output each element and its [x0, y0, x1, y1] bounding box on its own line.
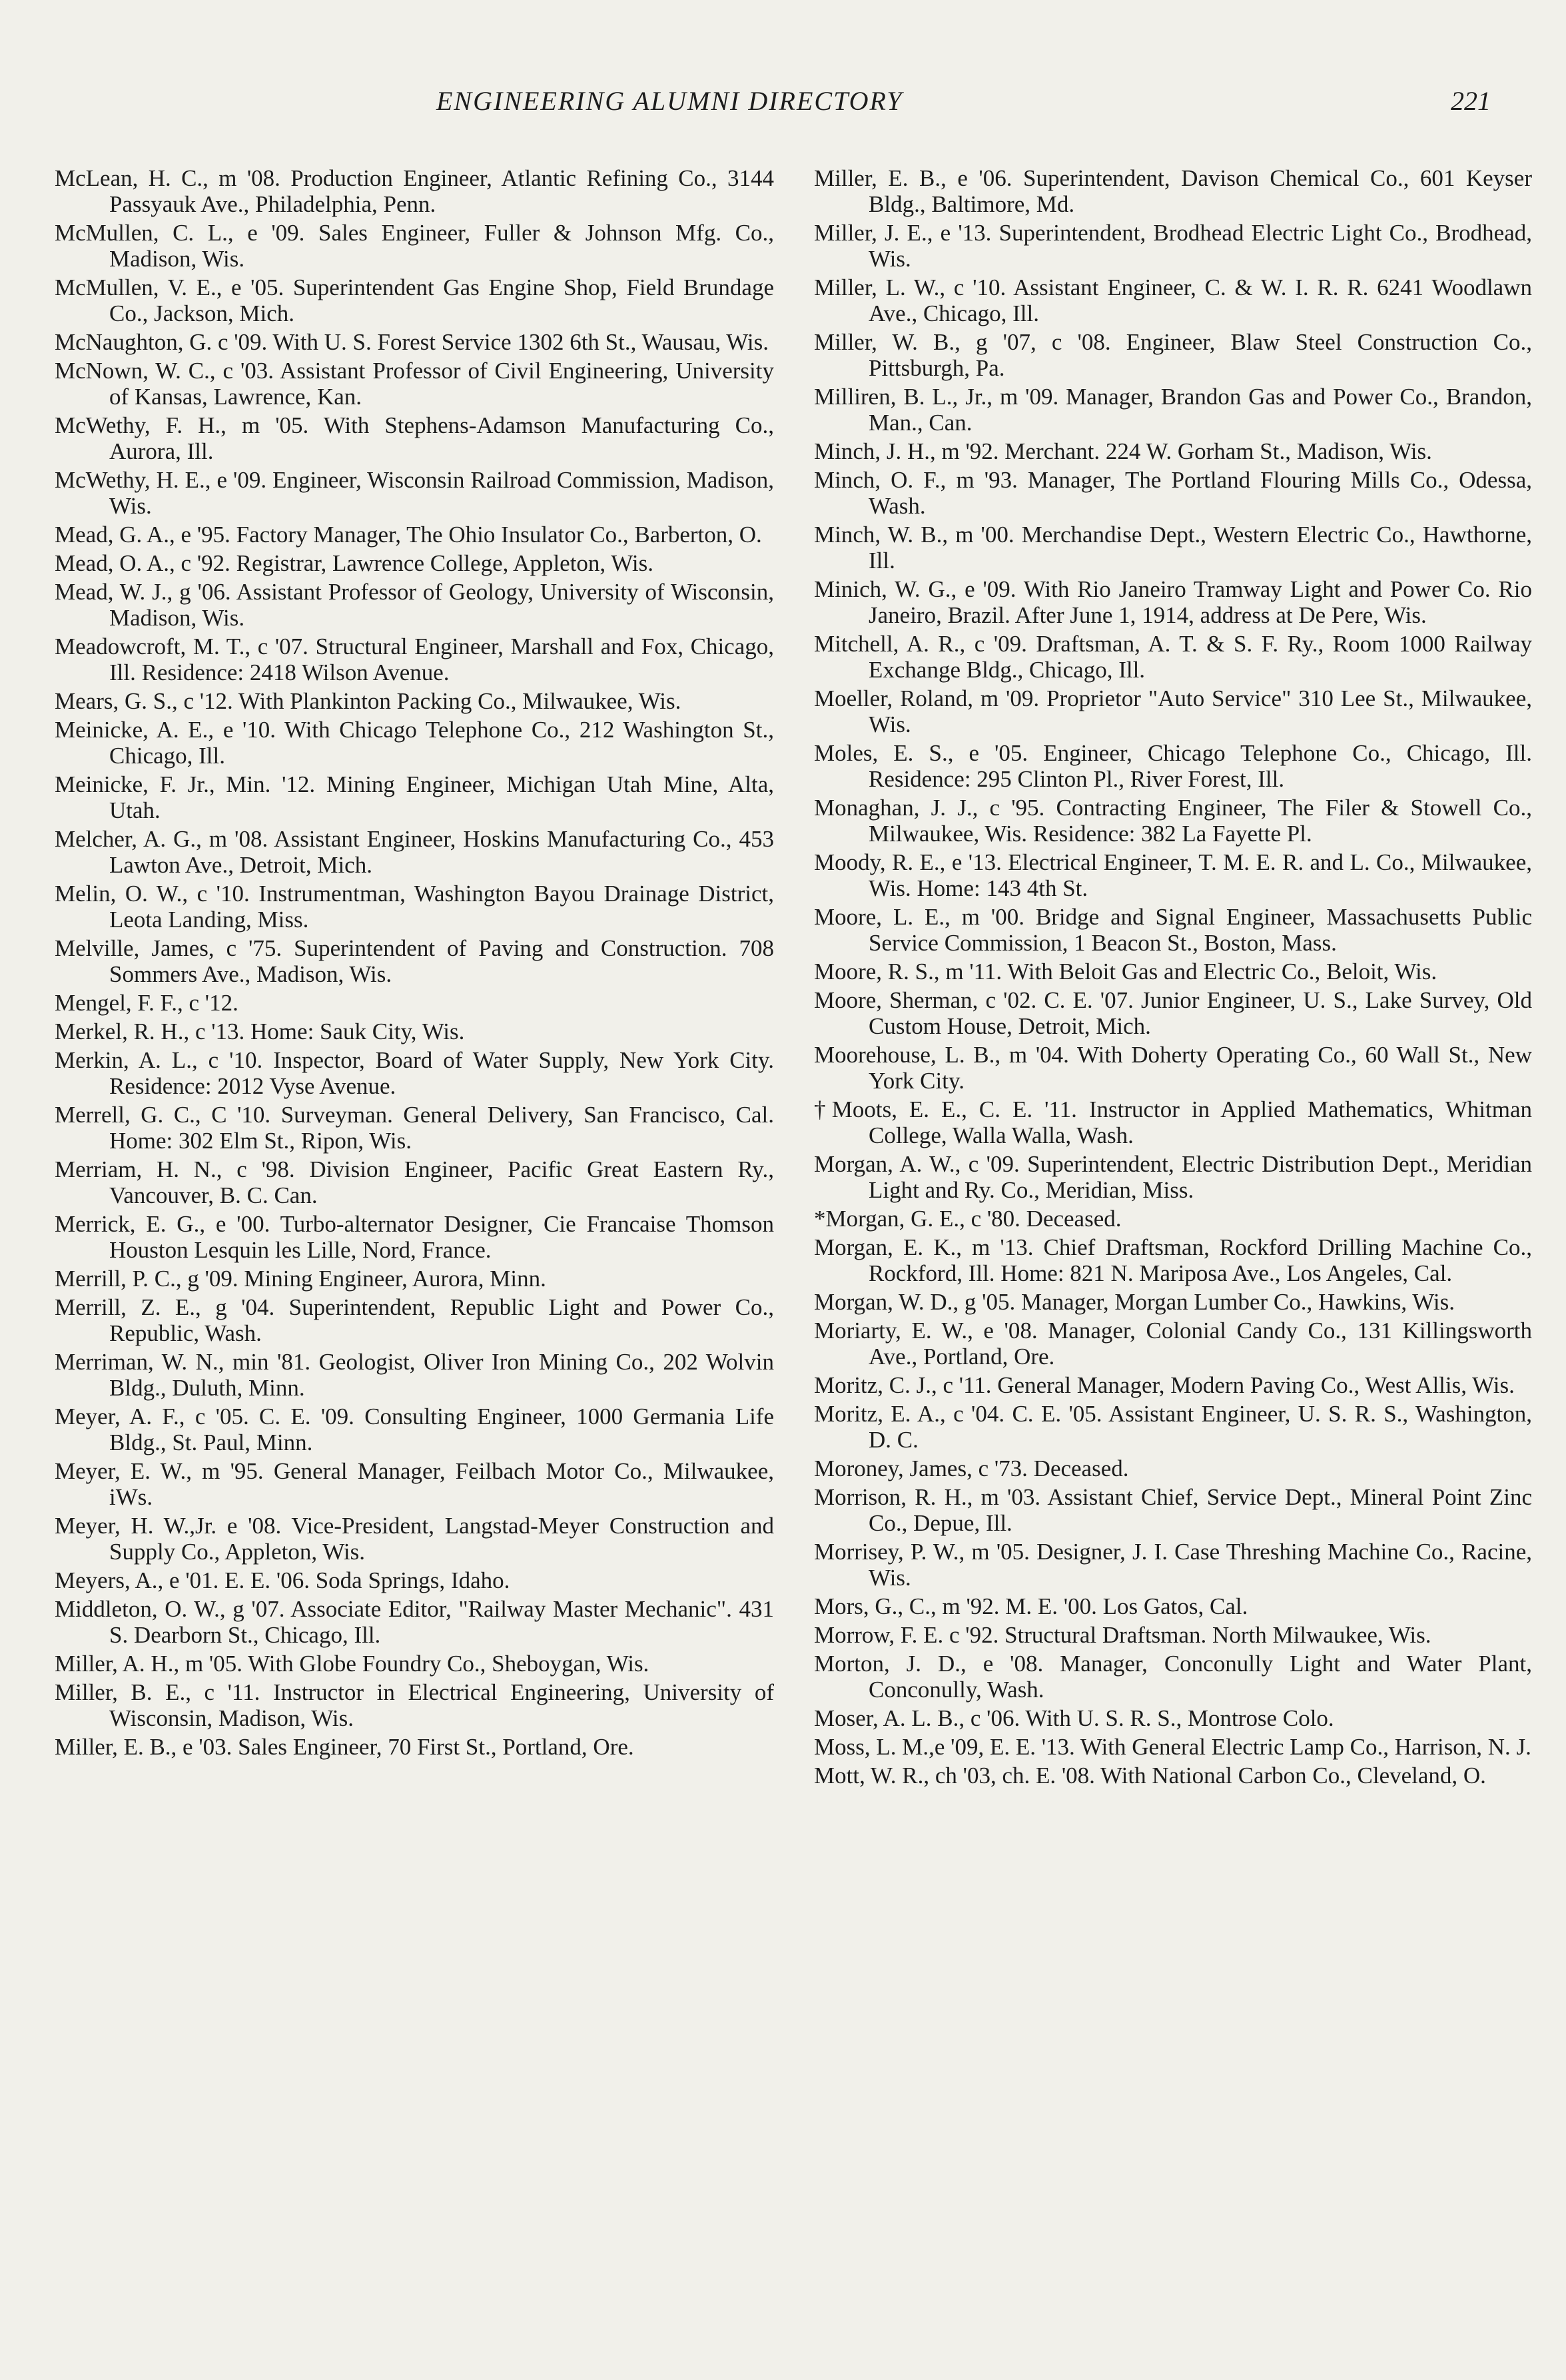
directory-entry: Miller, W. B., g '07, c '08. Engineer, Blaw Steel Construction Co., Pittsburgh, Pa. [814, 329, 1532, 381]
directory-entry: Meadowcroft, M. T., c '07. Structural Engineer, Marshall and Fox, Chicago, Ill. Residence: 2418 Wilson Avenue. [55, 633, 774, 685]
directory-entry: Merriam, H. N., c '98. Division Engineer, Pacific Great Eastern Ry., Vancouver, B. C. Can. [55, 1156, 774, 1208]
directory-entry: Morrison, R. H., m '03. Assistant Chief, Service Dept., Mineral Point Zinc Co., Depue, Ill. [814, 1484, 1532, 1536]
directory-entry: Moser, A. L. B., c '06. With U. S. R. S., Montrose Colo. [814, 1705, 1334, 1731]
directory-entry: Melin, O. W., c '10. Instrumentman, Washington Bayou Drainage District, Leota Landing, Miss. [55, 881, 774, 933]
right-column [814, 165, 1532, 1791]
directory-entry: Morgan, E. K., m '13. Chief Draftsman, Rockford Drilling Machine Co., Rockford, Ill. Home: 821 N. Mariposa Ave., Los Angeles, Cal. [814, 1234, 1532, 1286]
directory-entry: Miller, L. W., c '10. Assistant Engineer, C. & W. I. R. R. 6241 Woodlawn Ave., Chicago, Ill. [814, 274, 1532, 326]
directory-entry: Miller, E. B., e '06. Superintendent, Davison Chemical Co., 601 Keyser Bldg., Baltimore, Md. [814, 165, 1532, 217]
directory-entry: McWethy, F. H., m '05. With Stephens-Adamson Manufacturing Co., Aurora, Ill. [55, 412, 774, 464]
directory-entry: McWethy, H. E., e '09. Engineer, Wisconsin Railroad Commission, Madison, Wis. [55, 467, 774, 519]
directory-entry: Middleton, O. W., g '07. Associate Editor, "Railway Master Mechanic". 431 S. Dearborn St., Chicago, Ill. [55, 1596, 774, 1648]
directory-entry: Merrill, Z. E., g '04. Superintendent, Republic Light and Power Co., Republic, Wash. [55, 1294, 774, 1346]
directory-entry: Miller, B. E., c '11. Instructor in Electrical Engineering, University of Wisconsin, Madison, Wis. [55, 1679, 774, 1731]
directory-entry: Merrick, E. G., e '00. Turbo-alternator Designer, Cie Francaise Thomson Houston Lesquin les Lille, Nord, France. [55, 1211, 774, 1263]
directory-entry: Moritz, E. A., c '04. C. E. '05. Assistant Engineer, U. S. R. S., Washington, D. C. [814, 1401, 1532, 1453]
directory-entry: Merriman, W. N., min '81. Geologist, Oliver Iron Mining Co., 202 Wolvin Bldg., Duluth, Minn. [55, 1349, 774, 1401]
directory-entry: Morgan, W. D., g '05. Manager, Morgan Lumber Co., Hawkins, Wis. [814, 1289, 1455, 1315]
directory-entry: Mors, G., C., m '92. M. E. '00. Los Gatos, Cal. [814, 1593, 1248, 1619]
directory-entry: Merkel, R. H., c '13. Home: Sauk City, Wis. [55, 1018, 465, 1044]
directory-entry: Mott, W. R., ch '03, ch. E. '08. With National Carbon Co., Cleveland, O. [814, 1763, 1486, 1788]
directory-entry: Morgan, A. W., c '09. Superintendent, Electric Distribution Dept., Meridian Light and Ry. Co., Meridian, Miss. [814, 1151, 1532, 1203]
directory-entry: Mead, G. A., e '95. Factory Manager, The Ohio Insulator Co., Barberton, O. [55, 522, 762, 548]
directory-entry: Minch, J. H., m '92. Merchant. 224 W. Gorham St., Madison, Wis. [814, 438, 1432, 464]
directory-entry: Mears, G. S., c '12. With Plankinton Packing Co., Milwaukee, Wis. [55, 688, 681, 714]
directory-entry: *Morgan, G. E., c '80. Deceased. [814, 1206, 1122, 1232]
directory-entry: Meyer, E. W., m '95. General Manager, Feilbach Motor Co., Milwaukee, iWs. [55, 1458, 774, 1510]
directory-entry: Meyer, H. W.,Jr. e '08. Vice-President, Langstad-Meyer Construction and Supply Co., Appleton, Wis. [55, 1513, 774, 1565]
directory-entry: Meinicke, A. E., e '10. With Chicago Telephone Co., 212 Washington St., Chicago, Ill. [55, 717, 774, 769]
directory-entry: Minch, W. B., m '00. Merchandise Dept., Western Electric Co., Hawthorne, Ill. [814, 522, 1532, 574]
page-number: 221 [1451, 86, 1491, 116]
directory-entry: Moeller, Roland, m '09. Proprietor "Auto Service" 310 Lee St., Milwaukee, Wis. [814, 685, 1532, 737]
directory-entry: Miller, A. H., m '05. With Globe Foundry Co., Sheboygan, Wis. [55, 1651, 649, 1677]
directory-entry: McLean, H. C., m '08. Production Engineer, Atlantic Refining Co., 3144 Passyauk Ave., Philadelphia, Penn. [55, 165, 774, 217]
directory-entry: Moss, L. M.,e '09, E. E. '13. With General Electric Lamp Co., Harrison, N. J. [814, 1734, 1531, 1760]
directory-entry: McMullen, V. E., e '05. Superintendent Gas Engine Shop, Field Brundage Co., Jackson, Mich. [55, 274, 774, 326]
directory-entry: Moorehouse, L. B., m '04. With Doherty Operating Co., 60 Wall St., New York City. [814, 1042, 1532, 1094]
directory-entry: Meyer, A. F., c '05. C. E. '09. Consulting Engineer, 1000 Germania Life Bldg., St. Paul, Minn. [55, 1403, 774, 1455]
directory-entry: McMullen, C. L., e '09. Sales Engineer, Fuller & Johnson Mfg. Co., Madison, Wis. [55, 220, 774, 272]
directory-entry: Morton, J. D., e '08. Manager, Conconully Light and Water Plant, Conconully, Wash. [814, 1651, 1532, 1703]
directory-entry: Meinicke, F. Jr., Min. '12. Mining Engineer, Michigan Utah Mine, Alta, Utah. [55, 771, 774, 823]
directory-entry: Mengel, F. F., c '12. [55, 990, 238, 1016]
directory-entry: Melcher, A. G., m '08. Assistant Engineer, Hoskins Manufacturing Co., 453 Lawton Ave., Detroit, Mich. [55, 826, 774, 878]
directory-entry: †Moots, E. E., C. E. '11. Instructor in Applied Mathematics, Whitman College, Walla Walla, Wash. [814, 1096, 1532, 1148]
directory-entry: Mead, W. J., g '06. Assistant Professor of Geology, University of Wisconsin, Madison, Wis. [55, 579, 774, 631]
directory-entry: Moody, R. E., e '13. Electrical Engineer, T. M. E. R. and L. Co., Milwaukee, Wis. Home: 143 4th St. [814, 849, 1532, 901]
directory-entry: Mead, O. A., c '92. Registrar, Lawrence College, Appleton, Wis. [55, 550, 654, 576]
directory-entry: Mitchell, A. R., c '09. Draftsman, A. T. & S. F. Ry., Room 1000 Railway Exchange Bldg., Chicago, Ill. [814, 631, 1532, 683]
directory-entry: Merrell, G. C., C '10. Surveyman. General Delivery, San Francisco, Cal. Home: 302 Elm St., Ripon, Wis. [55, 1102, 774, 1154]
directory-entry: Miller, E. B., e '03. Sales Engineer, 70 First St., Portland, Ore. [55, 1734, 634, 1760]
directory-entry: Meyers, A., e '01. E. E. '06. Soda Springs, Idaho. [55, 1567, 510, 1593]
directory-entry: Moore, R. S., m '11. With Beloit Gas and Electric Co., Beloit, Wis. [814, 959, 1437, 985]
directory-entry: Miller, J. E., e '13. Superintendent, Brodhead Electric Light Co., Brodhead, Wis. [814, 220, 1532, 272]
directory-entry: Minich, W. G., e '09. With Rio Janeiro Tramway Light and Power Co. Rio Janeiro, Brazil. After June 1, 1914, address at De Pere, Wis. [814, 576, 1532, 628]
directory-entry: McNown, W. C., c '03. Assistant Professor of Civil Engineering, University of Kansas, Lawrence, Kan. [55, 358, 774, 410]
directory-entry: Melville, James, c '75. Superintendent of Paving and Construction. 708 Sommers Ave., Madison, Wis. [55, 935, 774, 987]
left-column [55, 165, 774, 1763]
directory-entry: Moriarty, E. W., e '08. Manager, Colonial Candy Co., 131 Killingsworth Ave., Portland, Ore. [814, 1318, 1532, 1370]
directory-entry: Moles, E. S., e '05. Engineer, Chicago Telephone Co., Chicago, Ill. Residence: 295 Clinton Pl., River Forest, Ill. [814, 740, 1532, 792]
directory-entry: Merrill, P. C., g '09. Mining Engineer, Aurora, Minn. [55, 1266, 546, 1292]
running-head: ENGINEERING ALUMNI DIRECTORY [436, 86, 903, 116]
directory-entry: Moritz, C. J., c '11. General Manager, Modern Paving Co., West Allis, Wis. [814, 1372, 1515, 1398]
directory-entry: Moore, L. E., m '00. Bridge and Signal Engineer, Massachusetts Public Service Commission, 1 Beacon St., Boston, Mass. [814, 904, 1532, 956]
directory-entry: Milliren, B. L., Jr., m '09. Manager, Brandon Gas and Power Co., Brandon, Man., Can. [814, 384, 1532, 436]
directory-entry: Merkin, A. L., c '10. Inspector, Board of Water Supply, New York City. Residence: 2012 Vyse Avenue. [55, 1047, 774, 1099]
directory-entry: McNaughton, G. c '09. With U. S. Forest Service 1302 6th St., Wausau, Wis. [55, 329, 769, 355]
directory-entry: Minch, O. F., m '93. Manager, The Portland Flouring Mills Co., Odessa, Wash. [814, 467, 1532, 519]
directory-entry: Morrow, F. E. c '92. Structural Draftsman. North Milwaukee, Wis. [814, 1622, 1431, 1648]
directory-entry: Moore, Sherman, c '02. C. E. '07. Junior Engineer, U. S., Lake Survey, Old Custom House, Detroit, Mich. [814, 987, 1532, 1039]
directory-entry: Moroney, James, c '73. Deceased. [814, 1455, 1129, 1481]
directory-entry: Morrisey, P. W., m '05. Designer, J. I. Case Threshing Machine Co., Racine, Wis. [814, 1539, 1532, 1591]
directory-entry: Monaghan, J. J., c '95. Contracting Engineer, The Filer & Stowell Co., Milwaukee, Wis. Residence: 382 La Fayette Pl. [814, 795, 1532, 847]
